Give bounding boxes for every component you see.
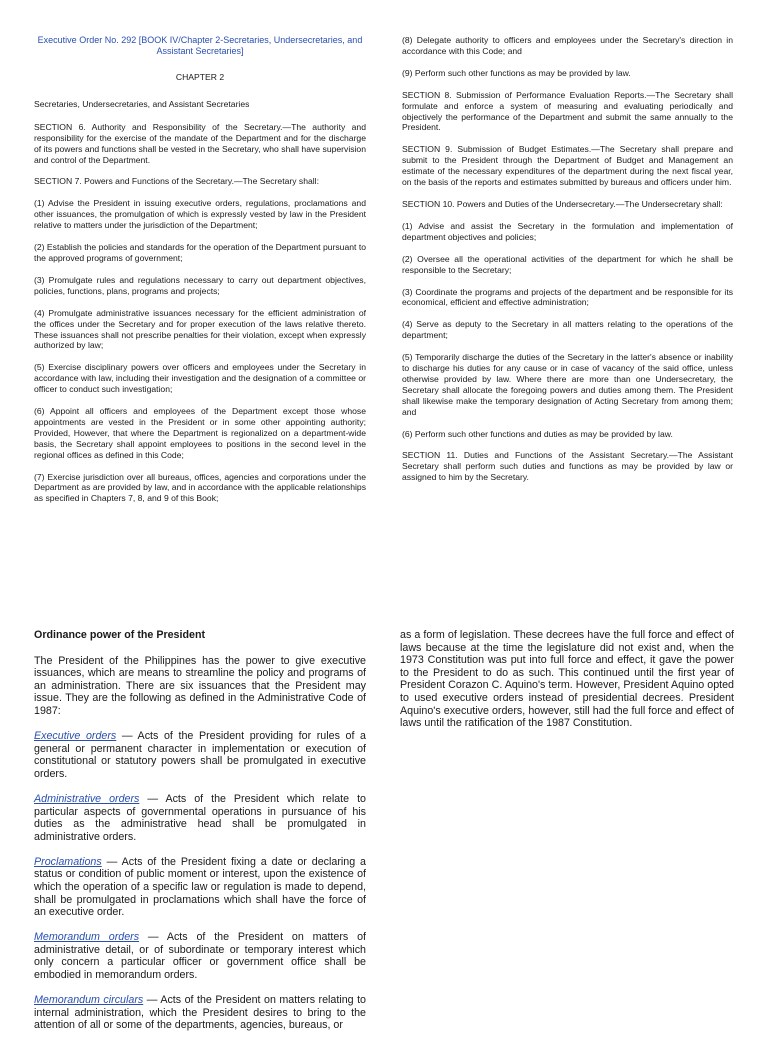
administrative-orders-link[interactable]: Administrative orders (34, 792, 140, 805)
section-10-paragraph: SECTION 10. Powers and Duties of the Undersecretary.—The Undersecretary shall: (402, 198, 723, 209)
issuance-item (34, 730, 366, 780)
section-9-paragraph: SECTION 9. Submission of Budget Estimates.—The Secretary shall prepare and submit to the President through the Department of Budget and Management an estimate of the necessary expenditures of the department during the next fiscal year, on the basis of the reports and estimates submitted by bureaus and officers under him. (402, 144, 733, 188)
issuance-item (34, 931, 366, 981)
document-title: Executive Order No. 292 [BOOK IV/Chapter 2-Secretaries, Undersecretaries, and Assistant Secretaries] (37, 35, 363, 56)
secretary-item-3: (3) Promulgate rules and regulations necessary to carry out department objectives, policies, functions, plans, programs and projects; (34, 274, 366, 296)
secretary-item-2: (2) Establish the policies and standards for the operation of the Department pursuant to the approved programs of government; (34, 242, 366, 263)
secretary-item-6: (6) Appoint all officers and employees of the Department except those whose appointments are vested in the President or in some other appointing authority; Provided, However, that where the Department is regionalized on a department-wide basis, the Secretary shall appoint employees to positions in the second level in the regional offices as defined in this Code; (34, 406, 366, 460)
undersecretary-item-4: (4) Serve as deputy to the Secretary in all matters relating to the operations of the department; (402, 319, 733, 341)
memorandum-orders-link[interactable]: Memorandum orders (34, 931, 140, 944)
issuance-item (34, 994, 366, 1032)
undersecretary-item-2: (2) Oversee all the operational activities of the department for which he shall be responsible to the Secretary; (402, 253, 733, 275)
undersecretary-item-1: (1) Advise and assist the Secretary in the formulation and implementation of department objectives and policies; (402, 220, 733, 242)
chapter-heading: CHAPTER 2 (175, 72, 225, 82)
undersecretary-item-3: (3) Coordinate the programs and projects of the department and be responsible for its economical, efficient and effective administration; (402, 286, 733, 308)
section-7-paragraph: SECTION 7. Powers and Functions of the Secretary.—The Secretary shall: (34, 176, 319, 187)
issuance-text: — Acts of the President fixing a date or declaring a status or condition of public moment or interest, upon the existence of which the operation of a specific law or regulation is made to depend, shall be promulgated in proclamations which shall have the force of an executive order. (34, 855, 366, 919)
ordinance-heading: Ordinance power of the President (34, 629, 206, 641)
secretary-item-7: (7) Exercise jurisdiction over all bureaus, offices, agencies and corporations under the Department as are provided by law, and in accordance with the applicable relationships as specified in Chapters 7, 8, and 9 of this Book; (34, 471, 366, 504)
chapter-subtitle: Secretaries, Undersecretaries, and Assistant Secretaries (34, 98, 250, 109)
undersecretary-item-6: (6) Perform such other functions and duties as may be provided by law. (402, 428, 673, 439)
section-8-paragraph: SECTION 8. Submission of Performance Evaluation Reports.—The Secretary shall formulate and enforce a system of measuring and evaluating periodically and objectively the performance of the Department and submit the same annually to the President. (402, 89, 733, 133)
presidential-decrees-paragraph: as a form of legislation. These decrees have the full force and effect of laws because at the time the legislature did not exist and, when the 1973 Constitution was put into full force and effect, it gave the power to the President to do as such. This continued until the first year of President Corazon C. Aquino's term. However, President Aquino opted to used executive orders instead of presidential decrees. President Aquino's executive orders, however, still had the full force and effect of laws until the ratification of the 1987 Constitution. (400, 629, 734, 730)
secretary-item-8: (8) Delegate authority to officers and employees under the Secretary's direction in accordance with this Code; and (402, 35, 733, 56)
memorandum-circulars-link[interactable]: Memorandum circulars (34, 994, 144, 1007)
section-6-paragraph: SECTION 6. Authority and Responsibility of the Secretary.—The authority and responsibility for the exercise of the mandate of the Department and for the discharge of its powers and functions shall be vested in the Secretary, who shall have supervision and control of the Department. (34, 121, 366, 165)
secretary-item-1: (1) Advise the President in issuing executive orders, regulations, proclamations and other issuances, the promulgation of which is expressly vested by law in the President relative to matters under the jurisdiction of the Department; (34, 198, 366, 231)
bottom-right-column (400, 629, 734, 742)
issuance-text: — Acts of the President providing for rules of a general or permanent character in implementation or execution of constitutional or statutory powers shall be promulgated in executive orders. (34, 730, 366, 780)
issuance-text: — Acts of the President on matters of administrative detail, or of subordinate or temporary interest which only concern a particular officer or government office shall be embodied in memorandum orders. (34, 931, 366, 982)
top-right-column (402, 35, 733, 494)
secretary-item-4: (4) Promulgate administrative issuances necessary for the efficient administration of the offices under the Secretary and for proper execution of the laws relative thereto. These issuances shall not prescribe penalties for their violation, except when expressly authorized by law; (34, 307, 366, 351)
ordinance-intro: The President of the Philippines has the power to give executive issuances, which are means to streamline the policy and programs of an administration. There are six issuances that the President may issue. They are the following as defined in the Administrative Code of 1987: (34, 654, 366, 717)
bottom-left-column (34, 629, 366, 1044)
secretary-item-5: (5) Exercise disciplinary powers over officers and employees under the Secretary in accordance with law, including their investigation and the designation of a committee or officer to conduct such investigation; (34, 362, 366, 395)
proclamations-link[interactable]: Proclamations (34, 855, 102, 868)
issuance-text: — Acts of the President which relate to particular aspects of governmental operations in pursuance of his duties as the administrative head shall be promulgated in administrative orders. (34, 792, 366, 843)
top-left-column (34, 35, 366, 515)
secretary-item-9: (9) Perform such other functions as may be provided by law. (402, 67, 631, 78)
section-11-paragraph: SECTION 11. Duties and Functions of the Assistant Secretary.—The Assistant Secretary shall perform such duties and functions as may be provided by law or assigned to him by the Secretary. (402, 450, 733, 483)
issuance-item (34, 793, 366, 843)
executive-orders-link[interactable]: Executive orders (34, 730, 117, 743)
undersecretary-item-5: (5) Temporarily discharge the duties of the Secretary in the latter's absence or inability to discharge his duties for any cause or in case of vacancy of the said office, unless otherwise provided by law. Where there are more than one Undersecretary, the Secretary shall allocate the foregoing powers and duties among them. The President shall likewise make the temporary designation of Acting Secretary from among them; and (402, 352, 733, 417)
issuance-item (34, 856, 366, 919)
issuance-text: — Acts of the President on matters relating to internal administration, which the President desires to bring to the attention of all or some of the departments, agencies, bureaus, or (34, 994, 366, 1032)
